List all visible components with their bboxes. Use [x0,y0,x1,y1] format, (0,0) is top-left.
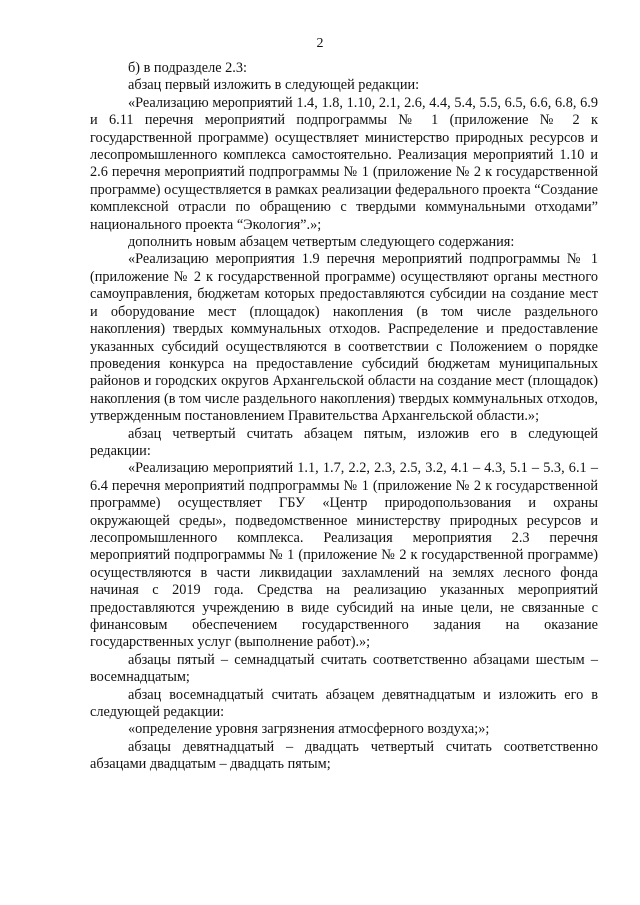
paragraph-quoted-text: «определение уровня загрязнения атмосферного воздуха;»; [128,721,490,738]
document-body [90,60,598,774]
paragraph-quoted-text: «Реализацию мероприятий 1.4, 1.8, 1.10, 2.1, 2.6, 4.4, 5.4, 5.5, 6.5, 6.6, 6.8, 6.9 и 6.11 перечня мероприятий подпрограммы № 1 (приложение № 2 к государственной программе) осуществляет министерство природных ресурсов и лесопромышленного комплекса самостоятельно. Реализация мероприятий 1.10 и 2.6 перечня мероприятий подпрограммы № 1 (приложение № 2 к государственной программе) осуществляется в рамках реализации федерального проекта “Создание комплексной отрасли по обращению с твердыми коммунальными отходами” национального проекта “Экология”.»; [90,94,598,233]
paragraph: абзацы девятнадцатый – двадцать четвертый считать соответственно абзацами двадцатым – двадцать пятым; [90,738,598,773]
paragraph-quoted-text: «Реализацию мероприятия 1.9 перечня мероприятий подпрограммы № 1 (приложение № 2 к государственной программе) осуществляют органы местного самоуправления, бюджетам которых предоставляются субсидии на создание мест и оборудование мест (площадок) накопления (в том числе раздельного накопления) твердых коммунальных отходов. Распределение и предоставление указанных субсидий осуществляются в соответствии с Положением о порядке проведения конкурса на предоставление субсидий бюджетам муниципальных районов и городских округов Архангельской области на создание мест (площадок) накопления (в том числе раздельного накопления) твердых коммунальных отходов, утвержденным постановлением Правительства Архангельской области.»; [90,251,598,425]
paragraph-subsection-heading: б) в подразделе 2.3: [128,60,247,76]
paragraph-quoted-text: «Реализацию мероприятий 1.1, 1.7, 2.2, 2.3, 2.5, 3.2, 4.1 – 4.3, 5.1 – 5.3, 6.1 – 6.4 перечня мероприятий подпрограммы № 1 (приложение № 2 к государственной программе) осуществляет ГБУ «Центр природопользования и охраны окружающей среды», подведомственное министерству природных ресурсов и лесопромышленного комплекса. Реализация мероприятия 2.3 перечня мероприятий подпрограммы № 1 (приложение № 2 к государственной программе) осуществляются в части ликвидации захламлений на землях лесного фонда начиная с 2019 года. Средства на реализацию указанных мероприятий предоставляются учреждению в виде субсидий на иные цели, не связанные с финансовым обеспечением государственного задания на оказание государственных услуг (выполнение работ).»; [90,460,598,651]
paragraph: дополнить новым абзацем четвертым следующего содержания: [128,234,515,251]
paragraph: абзац четвертый считать абзацем пятым, изложив его в следующей редакции: [90,425,598,459]
page-number: 2 [316,36,324,51]
paragraph: абзац первый изложить в следующей редакции: [128,77,420,94]
paragraph: абзац восемнадцатый считать абзацем девятнадцатым и изложить его в следующей редакции: [90,686,598,721]
paragraph: абзацы пятый – семнадцатый считать соответственно абзацами шестым – восемнадцатым; [90,651,598,686]
